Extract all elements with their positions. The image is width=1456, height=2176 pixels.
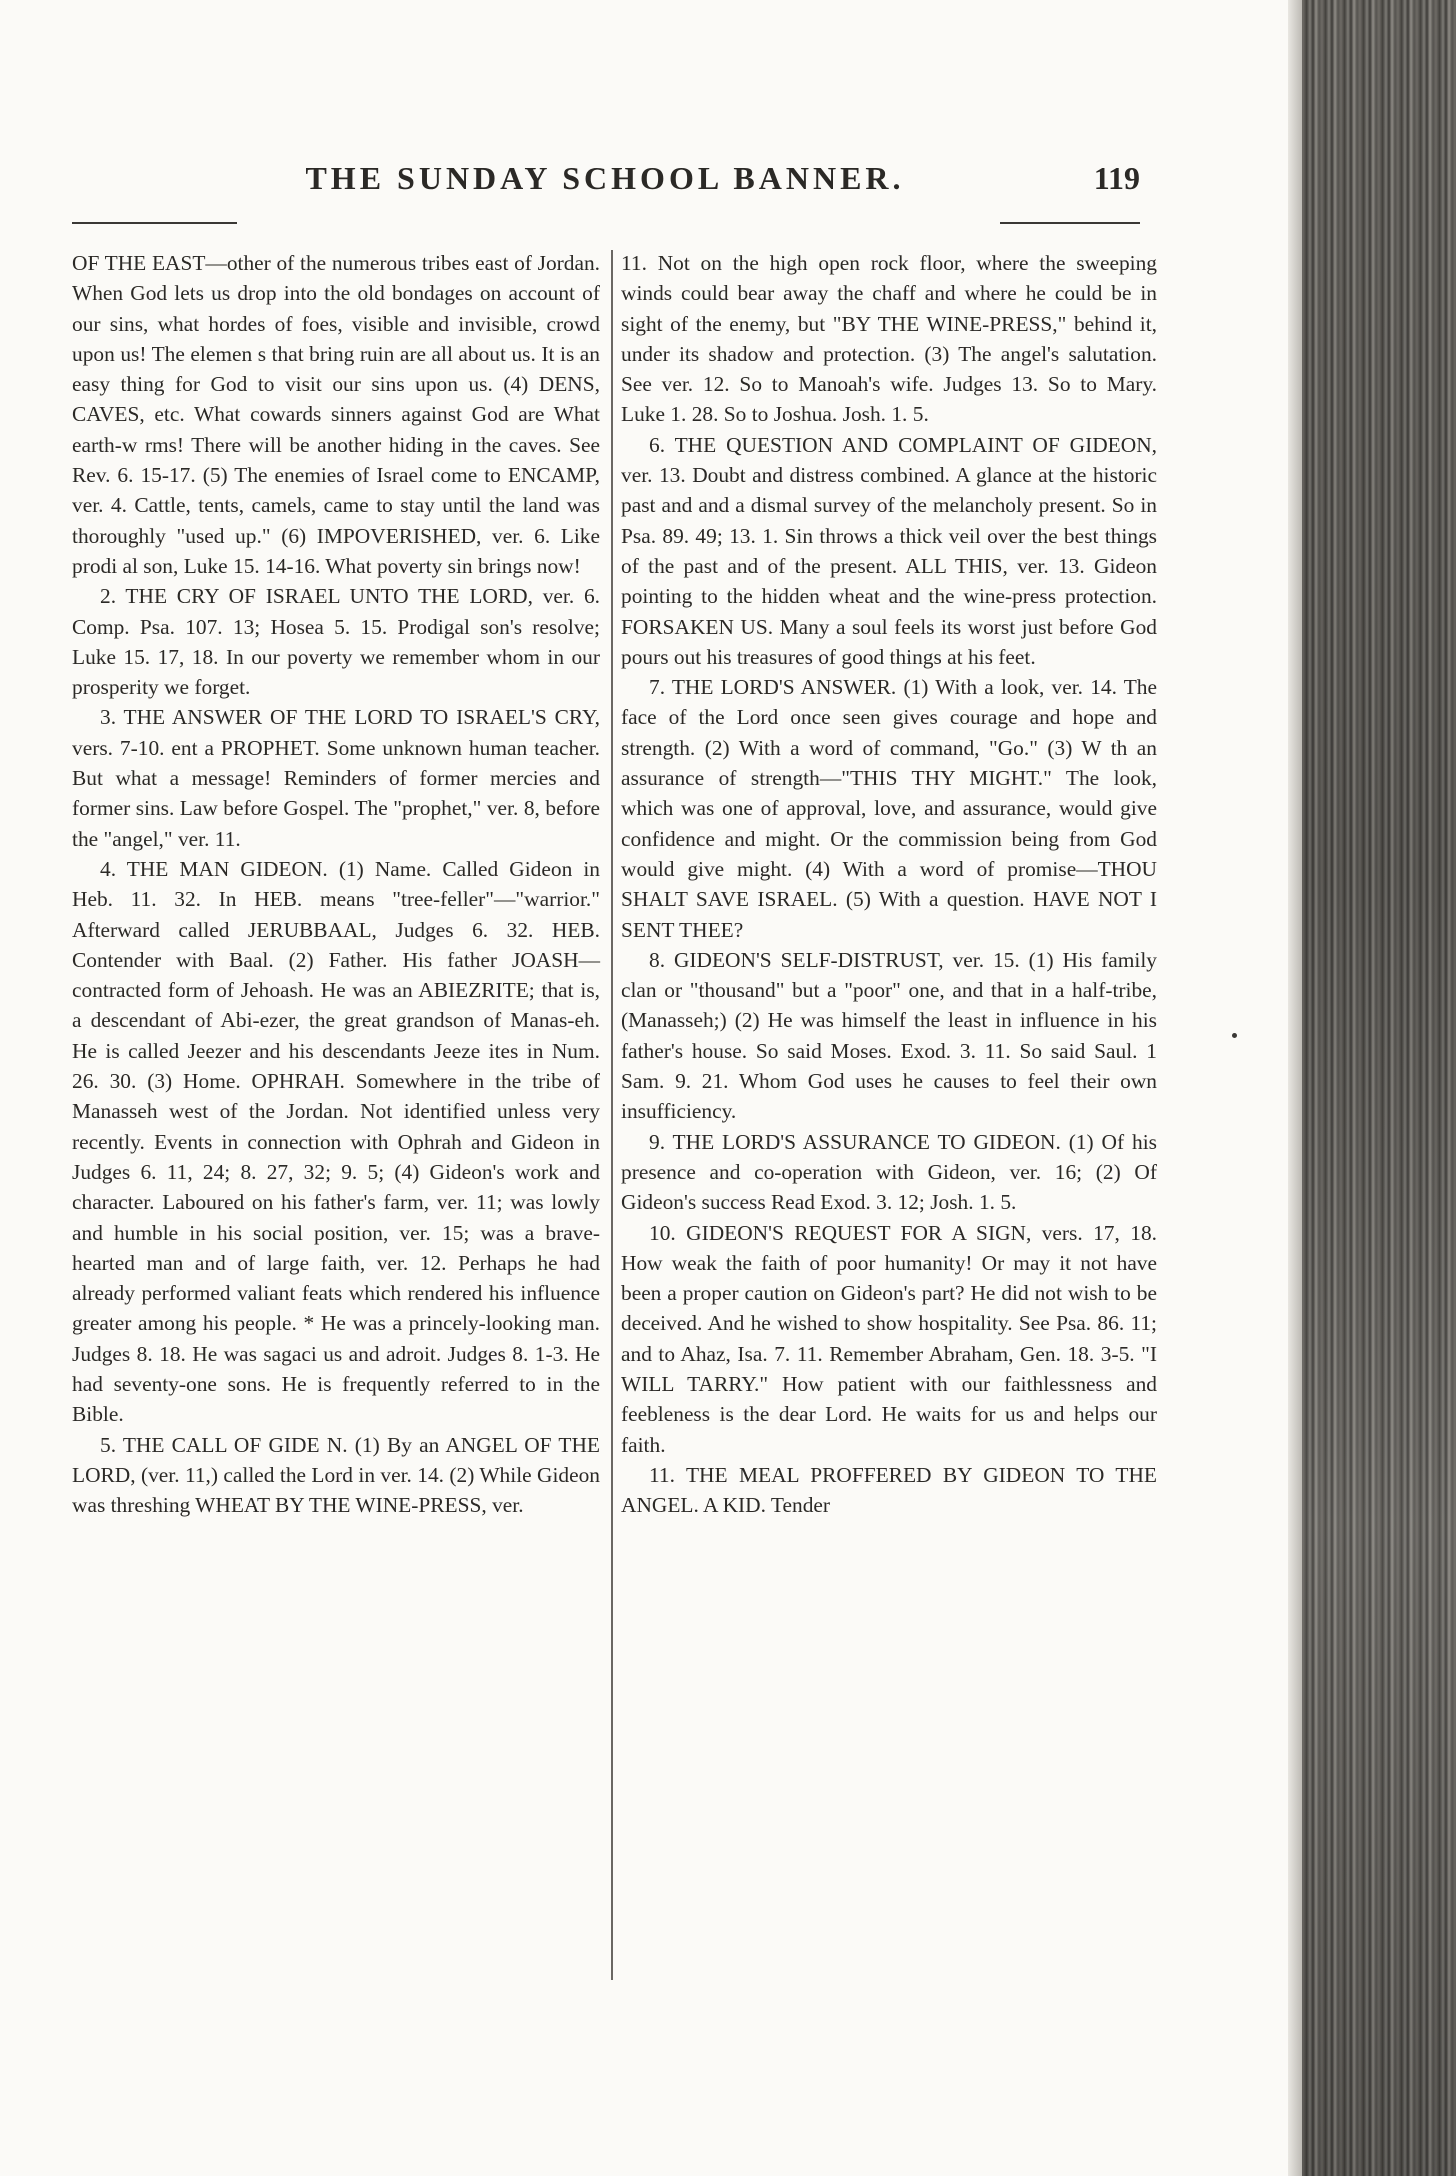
paragraph-lords-answer: 7. THE LORD'S ANSWER. (1) With a look, ver. 14. The face of the Lord once seen gives courage and hope and strength. (2) With a word of command, "Go." (3) W th an assurance of strength—"THIS THY MIGHT." The look, which was one of approval, love, and assurance, would give confidence and might. Or the commission being from God would give might. (4) With a word of promise—THOU SHALT SAVE ISRAEL. (5) With a question. HAVE NOT I SENT THEE? [621,675,1157,942]
column-divider [611,250,613,1980]
paragraph-wine-press: 11. Not on the high open rock floor, where the sweeping winds could bear away the chaff and where he could be in sight of the enemy, but "BY THE WINE-PRESS," behind it, under its shadow and protection. (3) The angel's salutation. See ver. 12. So to Manoah's wife. Judges 13. So to Mary. Luke 1. 28. So to Joshua. Josh. 1. 5. [621,251,1157,427]
page-header [70,160,1140,210]
paragraph-request-for-sign: 10. GIDEON'S REQUEST FOR A SIGN, vers. 17, 18. How weak the faith of poor humanity! Or may it not have been a proper caution on Gideon's part? He did not wish to be deceived. And he wished to show hospitality. See Psa. 86. 11; and to Ahaz, Isa. 7. 11. Remember Abraham, Gen. 18. 3-5. "I WILL TARRY." How patient with our faithlessness and feebleness is the dear Lord. He waits for us and helps our faith. [621,1220,1157,1457]
right-column [621,248,1157,1520]
paragraph-meal-proffered: 11. THE MEAL PROFFERED BY GIDEON TO THE ANGEL. A KID. Tender [621,1462,1157,1518]
paragraph-self-distrust: 8. GIDEON'S SELF-DISTRUST, ver. 15. (1) His family clan or "thousand" but a "poor" one, and that in a half-tribe, (Manasseh;) (2) He was himself the least in influence in his father's house. So said Moses. Exod. 3. 11. So said Saul. 1 Sam. 9. 21. Whom God uses he causes to feel their own insufficiency. [621,947,1157,1124]
paragraph-east-tribes: OF THE EAST—other of the numerous tribes east of Jordan. When God lets us drop into the old bondages on account of our sins, what hordes of foes, visible and invisible, crowd upon us! The elemen s that bring ruin are all about us. It is an easy thing for God to visit our sins upon us. (4) DENS, CAVES, etc. What cowards sinners against God are What earth-w rms! There will be another hiding in the caves. See Rev. 6. 15-17. (5) The enemies of Israel come to ENCAMP, ver. 4. Cattle, tents, camels, came to stay until the land was thoroughly "used up." (6) IMPOVERISHED, ver. 6. Like prodi al son, Luke 15. 14-16. What poverty sin brings now! [72,251,600,578]
paragraph-question-and-complaint: 6. THE QUESTION AND COMPLAINT OF GIDEON, ver. 13. Doubt and distress combined. A glance at the historic past and and a dismal survey of the melancholy present. So in Psa. 89. 49; 13. 1. Sin throws a thick veil over the best things of the past and of the present. ALL THIS, ver. 13. Gideon pointing to the hidden wheat and the wine-press protection. FORSAKEN US. Many a soul feels its worst just before God pours out his treasures of good things at his feet. [621,432,1157,669]
ink-speck [1232,1033,1237,1038]
running-title: THE SUNDAY SCHOOL BANNER. [305,160,905,196]
paragraph-man-gideon: 4. THE MAN GIDEON. (1) Name. Called Gideon in Heb. 11. 32. In HEB. means "tree-feller"—"warrior." Afterward called JERUBBAAL, Judges 6. 32. HEB. Contender with Baal. (2) Father. His father JOASH—contracted form of Jehoash. He was an ABIEZRITE; that is, a descendant of Abi-ezer, the great grandson of Manas-eh. He is called Jeezer and his descendants Jeeze ites in Num. 26. 30. (3) Home. OPHRAH. Somewhere in the tribe of Manasseh west of the Jordan. Not identified unless very recently. Events in connection with Ophrah and Gideon in Judges 6. 11, 24; 8. 27, 32; 9. 5; (4) Gideon's work and character. Laboured on his father's farm, ver. 11; was lowly and humble in his social position, ver. 15; was a brave-hearted man and of large faith, ver. 12. Perhaps he had already performed valiant feats which rendered his influence greater among his people. * He was a princely-looking man. Judges 8. 18. He was sagaci us and adroit. Judges 8. 1-3. He had seventy-one sons. He is frequently referred to in the Bible. [72,856,600,1427]
left-column [72,248,600,1520]
book-binding-edge [1288,0,1456,2176]
paragraph-lords-assurance: 9. THE LORD'S ASSURANCE TO GIDEON. (1) Of his presence and co-operation with Gideon, ver. 16; (2) Of Gideon's success Read Exod. 3. 12; Josh. 1. 5. [621,1129,1157,1215]
header-rule-left [72,222,237,224]
paragraph-cry-of-israel: 2. THE CRY OF ISRAEL UNTO THE LORD, ver. 6. Comp. Psa. 107. 13; Hosea 5. 15. Prodigal son's resolve; Luke 15. 17, 18. In our poverty we remember whom in our prosperity we forget. [72,584,600,700]
paragraph-call-of-gideon: 5. THE CALL OF GIDE N. (1) By an ANGEL OF THE LORD, (ver. 11,) called the Lord in ver. 14. (2) While Gideon was threshing WHEAT BY THE WINE-PRESS, ver. [72,1432,600,1518]
paragraph-answer-of-the-lord: 3. THE ANSWER OF THE LORD TO ISRAEL'S CRY, vers. 7-10. ent a PROPHET. Some unknown human teacher. But what a message! Reminders of former mercies and former sins. Law before Gospel. The "prophet," ver. 8, before the "angel," ver. 11. [72,705,600,851]
page-number: 119 [1093,160,1140,196]
header-rule-right [1000,222,1140,224]
